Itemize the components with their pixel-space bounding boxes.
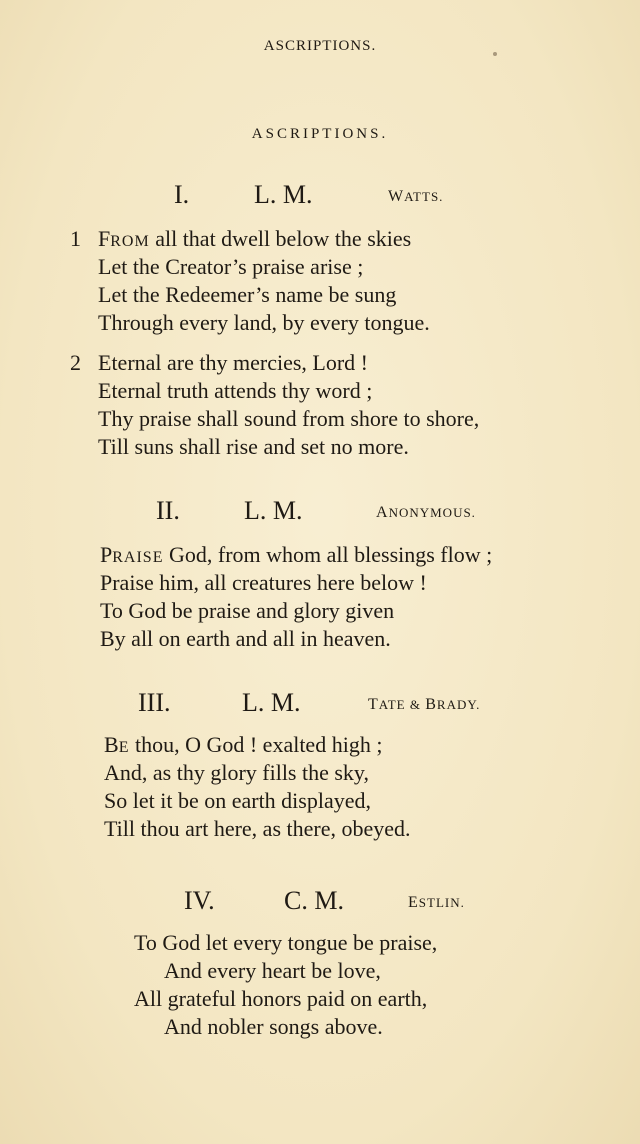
hymn-4-line-4: And nobler songs above. bbox=[164, 1014, 383, 1039]
hymn-2-line-4: By all on earth and all in heaven. bbox=[100, 626, 391, 651]
verse-1-line-1: FROM all that dwell below the skies bbox=[98, 226, 412, 251]
hymn-1-author-rest: ATTS. bbox=[404, 189, 444, 204]
hymn-2-line-3: To God be praise and glory given bbox=[100, 598, 395, 623]
hymn-3-number: III. bbox=[138, 688, 171, 717]
hymn-3-line-1: BE thou, O God ! exalted high ; bbox=[104, 732, 383, 757]
verse-1-line-2: Let the Creator’s praise arise ; bbox=[98, 254, 364, 279]
hymn-2-line-1: PRAISE God, from whom all blessings flow ; bbox=[100, 542, 493, 567]
verse-2-line-1: Eternal are thy mercies, Lord ! bbox=[98, 350, 368, 375]
hymn-3-author: TATE & BRADY. bbox=[368, 696, 481, 713]
hymn-3-line-3: So let it be on earth displayed, bbox=[104, 788, 371, 813]
verse-1-line-3: Let the Redeemer’s name be sung bbox=[98, 282, 397, 307]
hymn-4-author: ESTLIN. bbox=[408, 894, 465, 911]
hymn-2-number: II. bbox=[156, 496, 180, 525]
hymn-4-line-3: All grateful honors paid on earth, bbox=[134, 986, 428, 1011]
verse-1-line-4: Through every land, by every tongue. bbox=[98, 310, 430, 335]
verse-2-line-3: Thy praise shall sound from shore to shore, bbox=[98, 406, 480, 431]
hymn-3-line-4: Till thou art here, as there, obeyed. bbox=[104, 816, 411, 841]
hymn-4-line-2: And every heart be love, bbox=[164, 958, 381, 983]
verse-2-line-4: Till suns shall rise and set no more. bbox=[98, 434, 409, 459]
verse-1-number: 1 bbox=[70, 226, 81, 251]
hymn-4-meter: C. M. bbox=[284, 886, 344, 915]
hymn-1-meter: L. M. bbox=[254, 180, 313, 209]
hymn-2-meter: L. M. bbox=[244, 496, 303, 525]
verse-2-number: 2 bbox=[70, 350, 81, 375]
hymn-3-line-2: And, as thy glory fills the sky, bbox=[104, 760, 369, 785]
hymn-2-author: ANONYMOUS. bbox=[376, 504, 476, 521]
hymn-2-line-2: Praise him, all creatures here below ! bbox=[100, 570, 427, 595]
section-title: ASCRIPTIONS. bbox=[251, 126, 389, 142]
ink-speck bbox=[493, 52, 497, 56]
hymn-3-meter: L. M. bbox=[242, 688, 301, 717]
hymn-4-number: IV. bbox=[184, 886, 215, 915]
running-head: ASCRIPTIONS. bbox=[263, 38, 377, 54]
hymn-4-line-1: To God let every tongue be praise, bbox=[134, 930, 438, 955]
hymn-1-author: WATTS. bbox=[388, 188, 444, 205]
verse-2-line-2: Eternal truth attends thy word ; bbox=[98, 378, 373, 403]
hymn-1-number: I. bbox=[174, 180, 190, 209]
